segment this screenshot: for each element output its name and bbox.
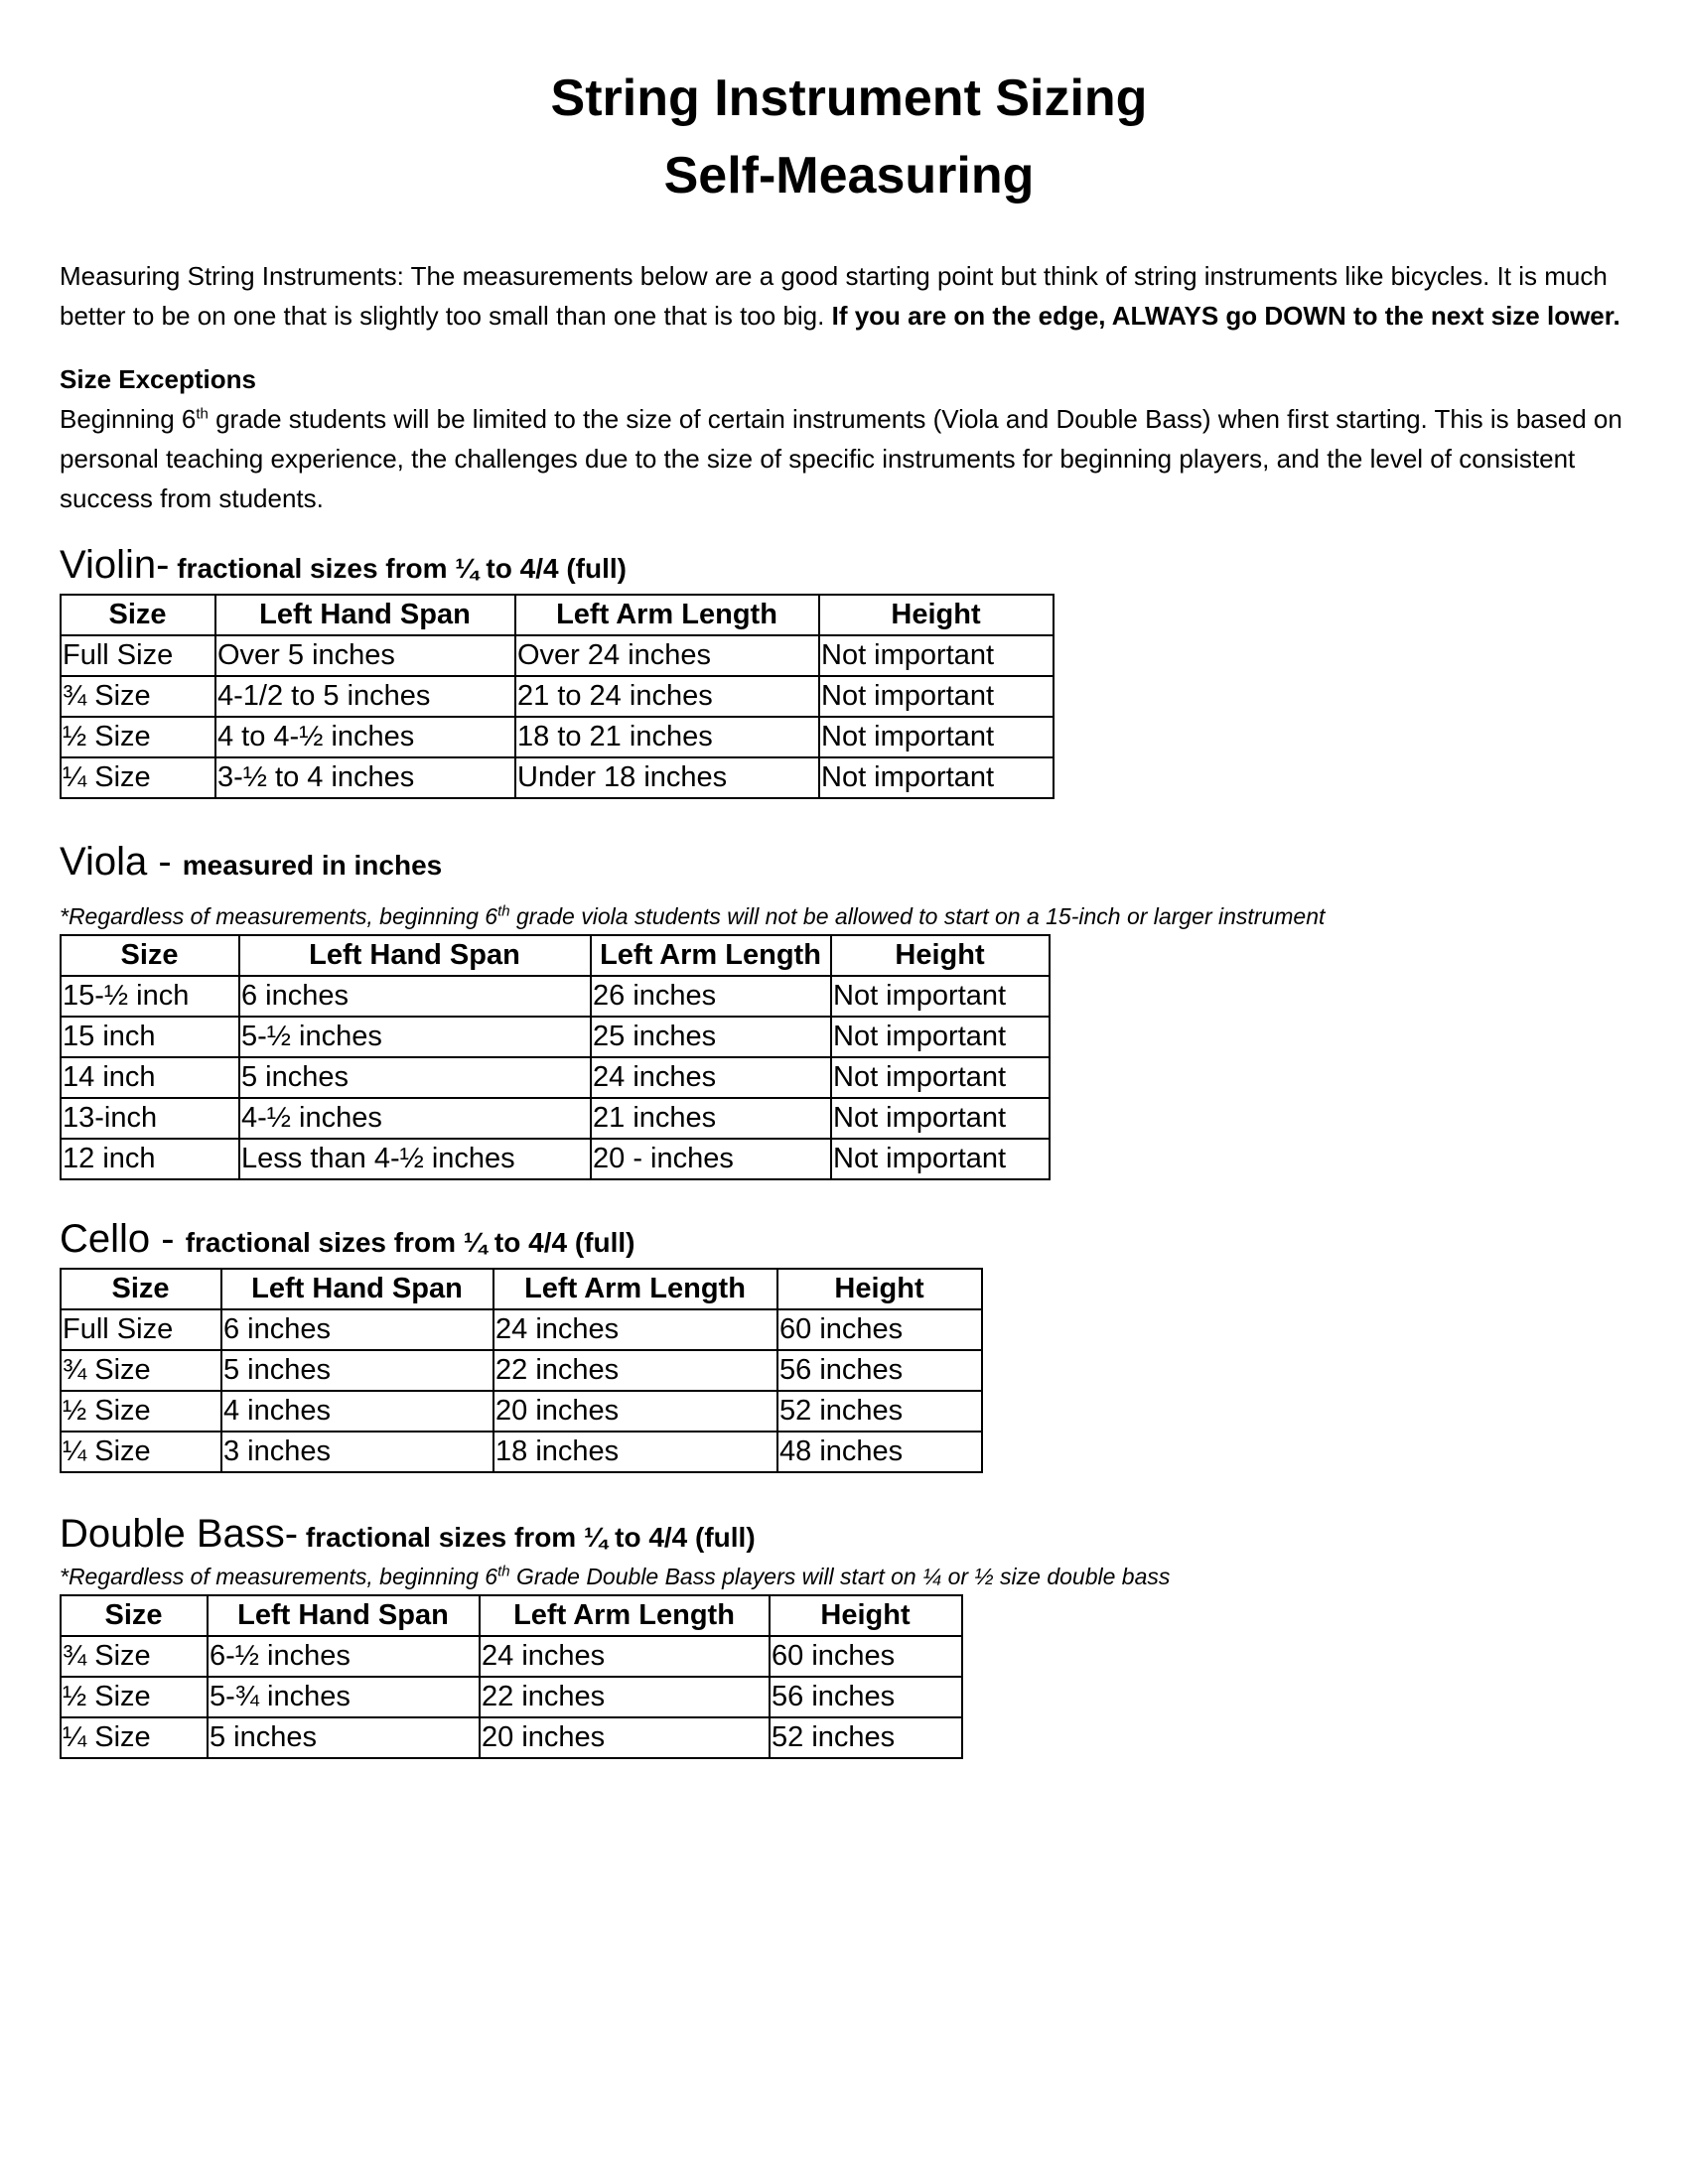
table-row: [61, 757, 1054, 798]
viola-size-table: [60, 934, 1051, 1180]
viola-name: Viola -: [60, 840, 183, 884]
ordinal-suffix: th: [497, 1563, 510, 1580]
cello-name: Cello -: [60, 1217, 186, 1261]
document-title: [60, 60, 1638, 214]
table-cell: 4 to 4-½ inches: [215, 717, 515, 757]
table-cell: Full Size: [61, 1309, 221, 1350]
column-header: Size: [61, 1595, 208, 1636]
table-cell: Not important: [831, 1098, 1050, 1139]
table-header-row: [61, 1595, 962, 1636]
table-row: [61, 1057, 1050, 1098]
table-row: [61, 1350, 982, 1391]
exceptions-text-rest: grade students will be limited to the size of certain instruments (Viola and Double Bass) when first starting. This is based on personal teaching experience, the challenges due to the size of specific instruments for beginning players, and the level of consistent success from students.: [60, 404, 1622, 513]
column-header: Height: [777, 1269, 982, 1309]
table-cell: Not important: [819, 757, 1054, 798]
double-bass-note-start: *Regardless of measurements, beginning 6: [60, 1564, 498, 1589]
table-row: [61, 1636, 962, 1677]
violin-heading: [60, 542, 1638, 592]
table-cell: 56 inches: [770, 1677, 962, 1717]
table-cell: 14 inch: [61, 1057, 239, 1098]
column-header: Left Hand Span: [239, 935, 591, 976]
table-cell: 22 inches: [480, 1677, 770, 1717]
double-bass-heading: [60, 1511, 1638, 1561]
table-cell: 5-¾ inches: [208, 1677, 480, 1717]
table-cell: ¼ Size: [61, 757, 215, 798]
table-cell: 18 to 21 inches: [515, 717, 819, 757]
table-row: [61, 1098, 1050, 1139]
table-row: [61, 1017, 1050, 1057]
cello-subtitle: fractional sizes from ¼ to 4/4 (full): [185, 1227, 635, 1258]
table-header-row: [61, 935, 1050, 976]
cello-section: [60, 1216, 1638, 1473]
table-cell: Not important: [819, 717, 1054, 757]
column-header: Left Arm Length: [480, 1595, 770, 1636]
table-cell: 24 inches: [480, 1636, 770, 1677]
table-cell: ¼ Size: [61, 1717, 208, 1758]
column-header: Left Arm Length: [493, 1269, 777, 1309]
viola-section: [60, 839, 1638, 1180]
table-cell: 52 inches: [777, 1391, 982, 1432]
ordinal-suffix: th: [196, 405, 209, 423]
viola-note-rest: grade viola students will not be allowed to start on a 15-inch or larger instrument: [509, 903, 1326, 929]
intro-bold-text: If you are on the edge, ALWAYS go DOWN to the next size lower.: [831, 301, 1620, 331]
table-cell: 5 inches: [208, 1717, 480, 1758]
column-header: Left Hand Span: [208, 1595, 480, 1636]
table-cell: 15-½ inch: [61, 976, 239, 1017]
table-cell: Not important: [831, 1139, 1050, 1179]
cello-size-table: [60, 1268, 983, 1473]
title-line-2: Self-Measuring: [663, 147, 1035, 205]
table-cell: Less than 4-½ inches: [239, 1139, 591, 1179]
table-row: [61, 676, 1054, 717]
table-cell: 6 inches: [221, 1309, 493, 1350]
table-row: [61, 976, 1050, 1017]
table-cell: 24 inches: [591, 1057, 831, 1098]
double-bass-note-rest: Grade Double Bass players will start on ¼ or ½ size double bass: [509, 1564, 1171, 1589]
table-cell: 15 inch: [61, 1017, 239, 1057]
table-row: [61, 1139, 1050, 1179]
table-row: [61, 1309, 982, 1350]
column-header: Left Arm Length: [591, 935, 831, 976]
size-exceptions-heading: Size Exceptions: [60, 364, 256, 394]
table-cell: ½ Size: [61, 1391, 221, 1432]
table-row: [61, 1677, 962, 1717]
table-cell: Not important: [831, 1057, 1050, 1098]
table-cell: 21 inches: [591, 1098, 831, 1139]
table-cell: 5 inches: [221, 1350, 493, 1391]
column-header: Size: [61, 1269, 221, 1309]
double-bass-section: [60, 1511, 1638, 1759]
table-cell: 12 inch: [61, 1139, 239, 1179]
table-cell: 20 - inches: [591, 1139, 831, 1179]
table-cell: 20 inches: [493, 1391, 777, 1432]
table-cell: ½ Size: [61, 717, 215, 757]
title-line-1: String Instrument Sizing: [550, 69, 1148, 127]
table-cell: 20 inches: [480, 1717, 770, 1758]
table-cell: 26 inches: [591, 976, 831, 1017]
table-cell: 4-½ inches: [239, 1098, 591, 1139]
table-cell: 24 inches: [493, 1309, 777, 1350]
violin-size-table: [60, 594, 1055, 799]
table-cell: Not important: [819, 635, 1054, 676]
column-header: Height: [770, 1595, 962, 1636]
table-cell: 6 inches: [239, 976, 591, 1017]
table-cell: 52 inches: [770, 1717, 962, 1758]
table-cell: ¾ Size: [61, 1636, 208, 1677]
table-row: [61, 717, 1054, 757]
column-header: Height: [831, 935, 1050, 976]
table-header-row: [61, 1269, 982, 1309]
table-cell: 56 inches: [777, 1350, 982, 1391]
table-cell: 4-1/2 to 5 inches: [215, 676, 515, 717]
table-cell: 3-½ to 4 inches: [215, 757, 515, 798]
viola-note: [60, 900, 1638, 932]
viola-subtitle: measured in inches: [182, 850, 443, 881]
table-cell: 3 inches: [221, 1432, 493, 1472]
exceptions-text-start: Beginning 6: [60, 404, 197, 434]
violin-name: Violin-: [60, 543, 170, 587]
viola-heading: [60, 839, 1638, 888]
table-cell: 48 inches: [777, 1432, 982, 1472]
column-header: Left Hand Span: [215, 595, 515, 635]
double-bass-note: [60, 1561, 1638, 1592]
table-cell: 25 inches: [591, 1017, 831, 1057]
table-cell: ¾ Size: [61, 676, 215, 717]
table-cell: 21 to 24 inches: [515, 676, 819, 717]
table-cell: 5-½ inches: [239, 1017, 591, 1057]
document-page: [60, 60, 1638, 1759]
table-cell: ¼ Size: [61, 1432, 221, 1472]
cello-heading: [60, 1216, 1638, 1266]
violin-subtitle: fractional sizes from ¼ to 4/4 (full): [169, 553, 627, 584]
table-cell: ¾ Size: [61, 1350, 221, 1391]
column-header: Size: [61, 595, 215, 635]
table-cell: ½ Size: [61, 1677, 208, 1717]
double-bass-name: Double Bass-: [60, 1512, 299, 1556]
table-cell: Over 5 inches: [215, 635, 515, 676]
table-cell: 6-½ inches: [208, 1636, 480, 1677]
table-row: [61, 1432, 982, 1472]
table-row: [61, 635, 1054, 676]
table-cell: Not important: [819, 676, 1054, 717]
table-cell: 60 inches: [770, 1636, 962, 1677]
violin-section: [60, 542, 1638, 799]
table-cell: 18 inches: [493, 1432, 777, 1472]
column-header: Left Arm Length: [515, 595, 819, 635]
intro-paragraph: [60, 256, 1638, 336]
table-cell: Full Size: [61, 635, 215, 676]
table-cell: 60 inches: [777, 1309, 982, 1350]
table-cell: 5 inches: [239, 1057, 591, 1098]
table-cell: Over 24 inches: [515, 635, 819, 676]
viola-note-start: *Regardless of measurements, beginning 6: [60, 903, 498, 929]
table-header-row: [61, 595, 1054, 635]
ordinal-suffix: th: [497, 902, 510, 920]
double-bass-subtitle: fractional sizes from ¼ to 4/4 (full): [298, 1522, 756, 1553]
table-cell: 22 inches: [493, 1350, 777, 1391]
double-bass-size-table: [60, 1594, 963, 1759]
table-cell: 4 inches: [221, 1391, 493, 1432]
table-cell: Under 18 inches: [515, 757, 819, 798]
intro-text: Measuring String Instruments: The measurements below are a good starting point but think of string instruments like bicycles. It is much better to be on one that is slightly too small than one that is too big.: [60, 261, 1608, 331]
column-header: Height: [819, 595, 1054, 635]
size-exceptions-text: [60, 399, 1638, 518]
table-row: [61, 1391, 982, 1432]
column-header: Left Hand Span: [221, 1269, 493, 1309]
table-row: [61, 1717, 962, 1758]
size-exceptions: [60, 359, 1638, 518]
column-header: Size: [61, 935, 239, 976]
table-cell: 13-inch: [61, 1098, 239, 1139]
table-cell: Not important: [831, 1017, 1050, 1057]
table-cell: Not important: [831, 976, 1050, 1017]
